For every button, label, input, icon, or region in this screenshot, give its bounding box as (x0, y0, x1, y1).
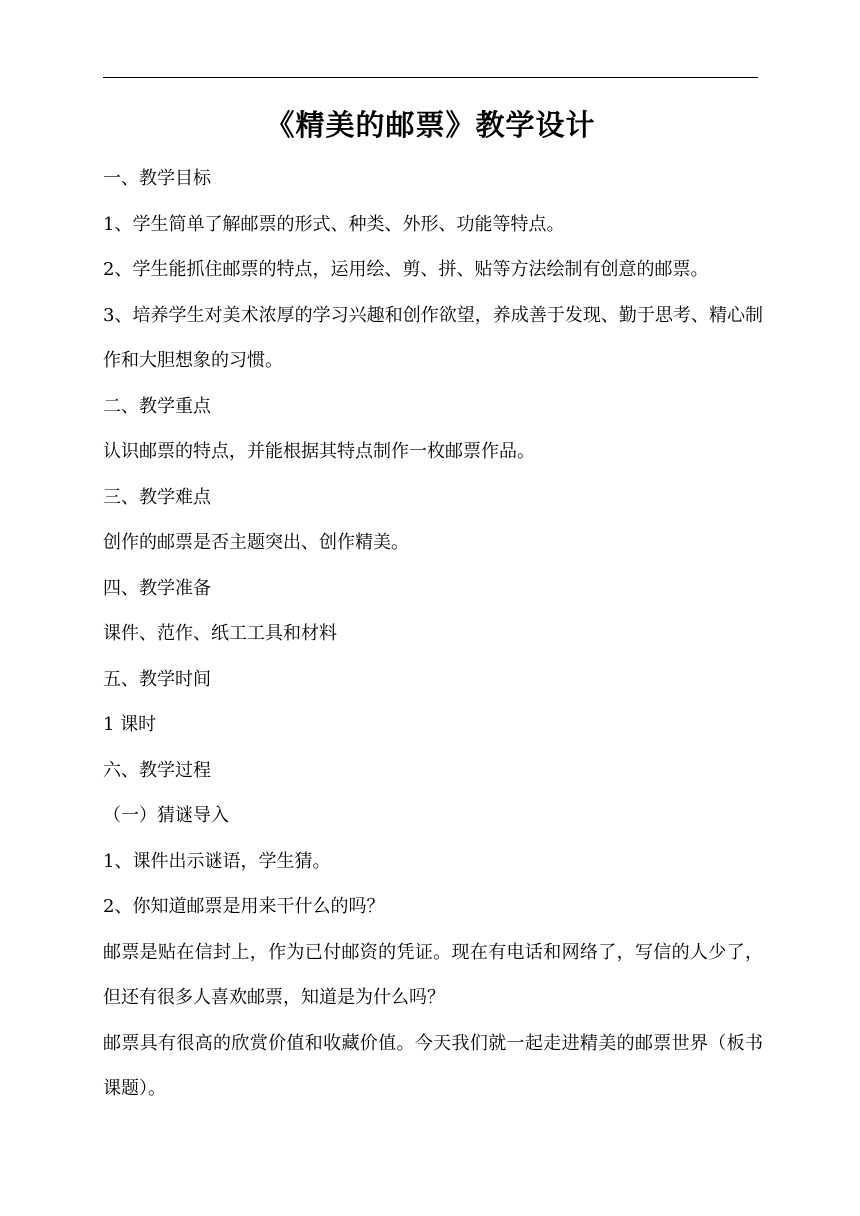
section-heading-difficulties: 三、教学难点 (103, 486, 211, 508)
time-text: 1 课时 (103, 714, 157, 735)
section-heading-objectives: 一、教学目标 (103, 168, 211, 189)
document-body (103, 156, 763, 1112)
process-step-2: 2、你知道邮票是用来干什么的吗？ (103, 896, 385, 917)
objective-item-2: 2、学生能抓住邮票的特点，运用绘、剪、拼、贴等方法绘制有创意的邮票。 (103, 259, 709, 280)
key-points-text: 认识邮票的特点，并能根据其特点制作一枚邮票作品。 (103, 441, 535, 462)
objective-item-1: 1、学生简单了解邮票的形式、种类、外形、功能等特点。 (103, 213, 565, 235)
preparation-text: 课件、范作、纸工工具和材料 (103, 623, 337, 644)
process-step-1: 1、课件出示谜语，学生猜。 (103, 850, 331, 872)
process-paragraph-2: 邮票具有很高的欣赏价值和收藏价值。今天我们就一起走进精美的邮票世界（板书课题）。 (103, 1032, 763, 1099)
document-title: 《精美的邮票》教学设计 (265, 108, 596, 142)
section-heading-time: 五、教学时间 (103, 668, 211, 690)
header-rule (103, 77, 758, 78)
objective-item-3: 3、培养学生对美术浓厚的学习兴趣和创作欲望，养成善于发现、勤于思考、精心制作和大胆想象的习惯。 (103, 304, 763, 371)
subsection-heading-riddle: （一）猜谜导入 (103, 805, 229, 826)
section-heading-key-points: 二、教学重点 (103, 395, 211, 417)
process-paragraph-1: 邮票是贴在信封上，作为已付邮资的凭证。现在有电话和网络了，写信的人少了，但还有很多人喜欢邮票，知道是为什么吗？ (103, 941, 763, 1008)
difficulties-text: 创作的邮票是否主题突出、创作精美。 (103, 532, 409, 553)
section-heading-process: 六、教学过程 (103, 759, 211, 781)
section-heading-preparation: 四、教学准备 (103, 577, 211, 599)
